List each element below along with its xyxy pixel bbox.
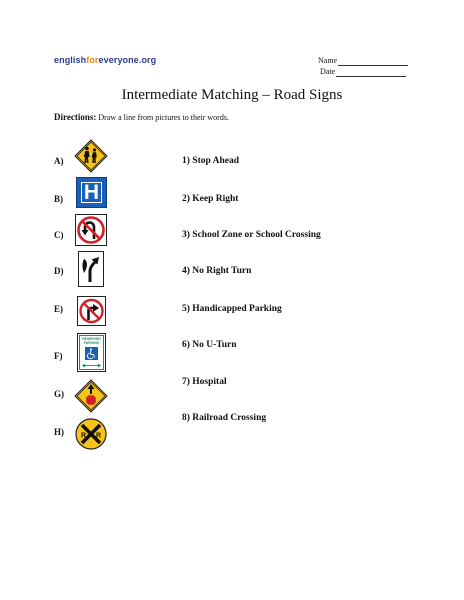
railroad-crossing-icon [75,418,107,450]
railroad-letter-left: R [80,432,87,440]
answer-1: 1) Stop Ahead [182,156,240,166]
hospital-letter: H [83,181,100,204]
date-field [320,66,406,77]
letter-c: C) [54,230,64,240]
page-title: Intermediate Matching – Road Signs [121,87,343,103]
handicapped-parking-sign [77,333,106,372]
no-u-turn-icon [75,214,107,246]
stop-ahead-sign [74,379,108,413]
answer-8: 8) Railroad Crossing [182,413,267,423]
date-label: Date [320,67,336,76]
directions [54,112,229,122]
school-zone-icon [74,139,108,173]
keep-right-icon [78,251,104,287]
wheelchair-icon [85,347,98,360]
date-line[interactable] [336,68,406,77]
name-line[interactable] [338,57,408,66]
letter-b: B) [54,194,63,204]
answer-4: 4) No Right Turn [182,266,252,276]
parking-text: PARKING [83,341,100,345]
parking-reserved-text: RESERVED [82,337,101,341]
answer-2: 2) Keep Right [182,194,239,204]
letter-f: F) [54,351,63,361]
answer-7: 7) Hospital [182,377,227,387]
hospital-sign [76,177,107,208]
keep-right-sign [78,251,104,287]
answer-6: 6) No U-Turn [182,340,237,350]
letter-g: G) [54,389,64,399]
name-field [318,55,408,66]
site-logo: englishforeveryone.org [54,55,157,65]
letter-a: A) [54,156,64,166]
letter-e: E) [54,304,63,314]
handicapped-parking-icon [77,333,106,372]
letter-h: H) [54,427,64,437]
hospital-icon [76,177,107,208]
answer-5: 5) Handicapped Parking [182,304,282,314]
railroad-crossing-sign [75,418,107,450]
directions-label: Directions: [54,112,97,122]
answer-3: 3) School Zone or School Crossing [182,230,321,240]
stop-ahead-icon [74,379,108,413]
letter-d: D) [54,266,64,276]
directions-text: Draw a line from pictures to their words. [98,113,229,122]
no-right-turn-sign [77,296,106,326]
name-label: Name [318,56,338,65]
no-right-turn-icon [77,296,106,326]
no-u-turn-sign [75,214,107,246]
railroad-letter-right: R [95,432,102,440]
school-zone-sign [74,139,108,173]
double-arrow-icon [82,363,101,368]
